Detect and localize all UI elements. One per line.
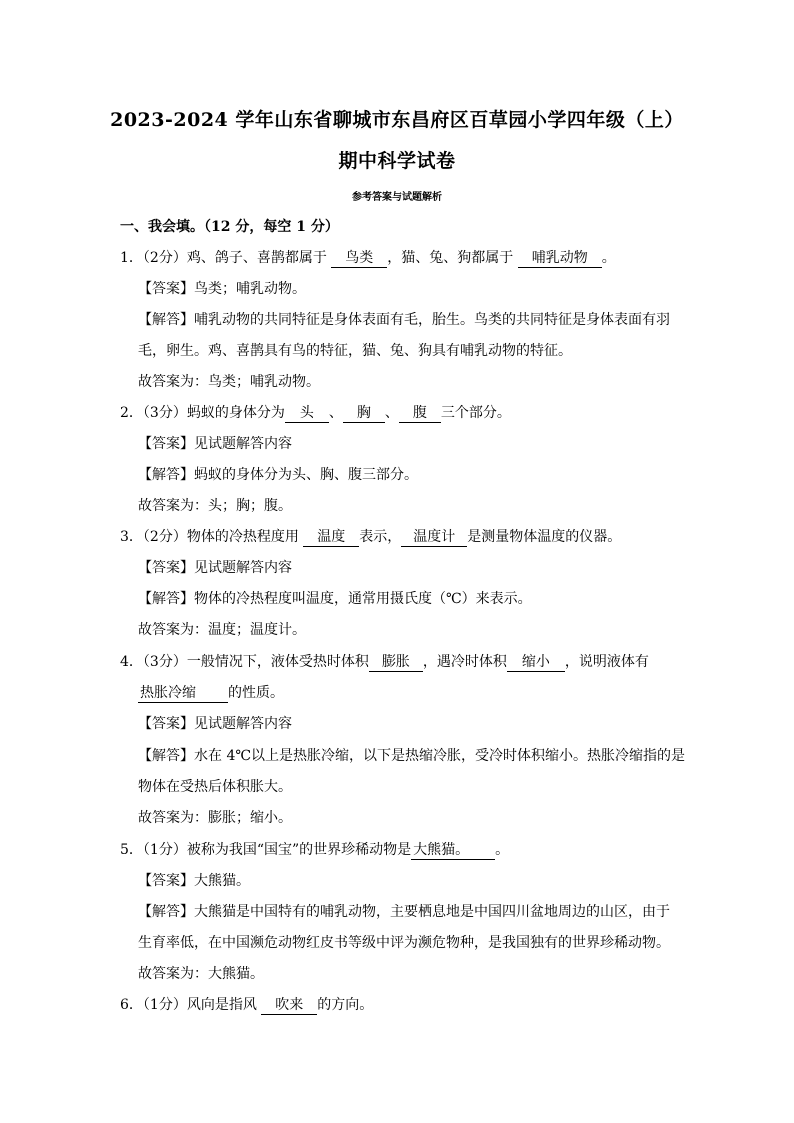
q6-blank-1: 吹来 <box>261 996 317 1015</box>
q3-final-answer: 故答案为：温度；温度计。 <box>138 622 306 638</box>
q3-analysis-tag: 【解答】 <box>138 591 194 607</box>
q1-answer <box>138 279 306 299</box>
q2-blank-1: 头 <box>285 404 329 423</box>
q3-blank-2: 温度计 <box>401 528 467 547</box>
q1-final-answer: 故答案为：鸟类；哺乳动物。 <box>138 374 320 390</box>
exam-title-line1: 2023-2024 学年山东省聊城市东昌府区百草园小学四年级（上） <box>110 109 684 131</box>
q5-answer-tag: 【答案】 <box>138 873 194 889</box>
q2-suffix: 三个部分。 <box>440 405 511 421</box>
q5-prefix: 5．（1分）被称为我国“国宝”的世界珍稀动物是 <box>120 842 412 858</box>
q5-analysis-tag: 【解答】 <box>138 904 194 920</box>
question-1 <box>120 248 616 268</box>
q1-analysis-tag: 【解答】 <box>138 312 194 328</box>
q2-analysis-text: 蚂蚁的身体分为头、胸、腹三部分。 <box>194 467 418 483</box>
question-5 <box>120 840 509 860</box>
q2-blank-3: 腹 <box>399 404 441 423</box>
q2-analysis-tag: 【解答】 <box>138 467 194 483</box>
q5-final-answer: 故答案为：大熊猫。 <box>138 966 264 982</box>
q3-answer-tag: 【答案】 <box>138 560 194 576</box>
q6-prefix: 6．（1分）风向是指风 <box>120 997 257 1013</box>
q5-answer <box>138 871 250 891</box>
q2-sep-1: 、 <box>328 405 343 421</box>
q4-analysis-text-1: 水在 4℃以上是热胀冷缩，以下是热缩冷胀，受冷时体积缩小。热胀冷缩指的是 <box>194 748 686 764</box>
q2-answer-text: 见试题解答内容 <box>194 436 292 452</box>
q5-answer-text: 大熊猫。 <box>194 873 250 889</box>
q4-answer-tag: 【答案】 <box>138 716 194 732</box>
q3-blank-1: 温度 <box>303 528 359 547</box>
q4-analysis-tag: 【解答】 <box>138 748 194 764</box>
q2-sep-2: 、 <box>384 405 399 421</box>
q3-answer <box>138 558 292 578</box>
q4-suffix: ，说明液体有 <box>564 654 649 670</box>
q4-final-answer: 故答案为：膨胀；缩小。 <box>138 810 292 826</box>
q1-suffix: 。 <box>601 250 616 266</box>
q1-analysis-line1 <box>138 310 670 330</box>
q3-suffix: 是测量物体温度的仪器。 <box>467 529 622 545</box>
q3-middle: 表示， <box>359 529 402 545</box>
q1-middle: ，猫、兔、狗都属于 <box>387 250 514 266</box>
q3-analysis <box>138 589 532 609</box>
q2-prefix: 2．（3分）蚂蚁的身体分为 <box>120 405 285 421</box>
q4-blank-2: 缩小 <box>507 653 565 672</box>
q4-blank-3: 热胀冷缩 <box>138 684 228 703</box>
q2-final-answer: 故答案为：头；胸；腹。 <box>138 498 292 514</box>
question-4-line1 <box>120 652 649 672</box>
section-heading: 一、我会填。（12 分，每空 1 分） <box>120 219 339 235</box>
q6-suffix: 的方向。 <box>317 997 374 1013</box>
q4-analysis-line1 <box>138 746 685 766</box>
exam-title-line2: 期中科学试卷 <box>338 150 456 172</box>
question-4-line2 <box>138 683 284 703</box>
q5-analysis-line1 <box>138 902 670 922</box>
q4-prefix: 4．（3分）一般情况下，液体受热时体积 <box>120 654 369 670</box>
q5-blank-1: 大熊猫。 <box>411 841 495 860</box>
q1-analysis-line2: 毛，卵生。鸡、喜鹊具有鸟的特征，猫、兔、狗具有哺乳动物的特征。 <box>138 343 572 359</box>
q4-analysis-line2: 物体在受热后体积胀大。 <box>138 779 292 795</box>
question-2 <box>120 403 511 423</box>
q1-blank-1: 鸟类 <box>331 249 387 268</box>
q2-blank-2: 胸 <box>343 404 385 423</box>
q4-blank-1: 膨胀 <box>369 653 423 672</box>
q2-answer <box>138 434 292 454</box>
q1-prefix: 1．（2分）鸡、鸽子、喜鹊都属于 <box>120 250 327 266</box>
q5-analysis-line2: 生育率低，在中国濒危动物红皮书等级中评为濒危物种，是我国独有的世界珍稀动物。 <box>138 935 670 951</box>
q4-middle: ，遇冷时体积 <box>422 654 507 670</box>
question-3 <box>120 527 621 547</box>
q3-answer-text: 见试题解答内容 <box>194 560 292 576</box>
q2-answer-tag: 【答案】 <box>138 436 194 452</box>
q4-suffix-2: 的性质。 <box>228 685 284 701</box>
q5-suffix: 。 <box>495 842 510 858</box>
q4-answer <box>138 714 292 734</box>
exam-subtitle: 参考答案与试题解析 <box>352 192 442 203</box>
q1-answer-tag: 【答案】 <box>138 281 194 297</box>
q4-answer-text: 见试题解答内容 <box>194 716 292 732</box>
q5-analysis-text-1: 大熊猫是中国特有的哺乳动物，主要栖息地是中国四川盆地周边的山区，由于 <box>194 904 670 920</box>
q1-analysis-text-1: 哺乳动物的共同特征是身体表面有毛，胎生。鸟类的共同特征是身体表面有羽 <box>194 312 670 328</box>
q1-blank-2: 哺乳动物 <box>518 249 602 268</box>
q1-answer-text: 鸟类；哺乳动物。 <box>194 281 306 297</box>
question-6 <box>120 995 373 1015</box>
q3-prefix: 3．（2分）物体的冷热程度用 <box>120 529 299 545</box>
q2-analysis <box>138 465 418 485</box>
q3-analysis-text: 物体的冷热程度叫温度，通常用摄氏度（℃）来表示。 <box>194 591 532 607</box>
